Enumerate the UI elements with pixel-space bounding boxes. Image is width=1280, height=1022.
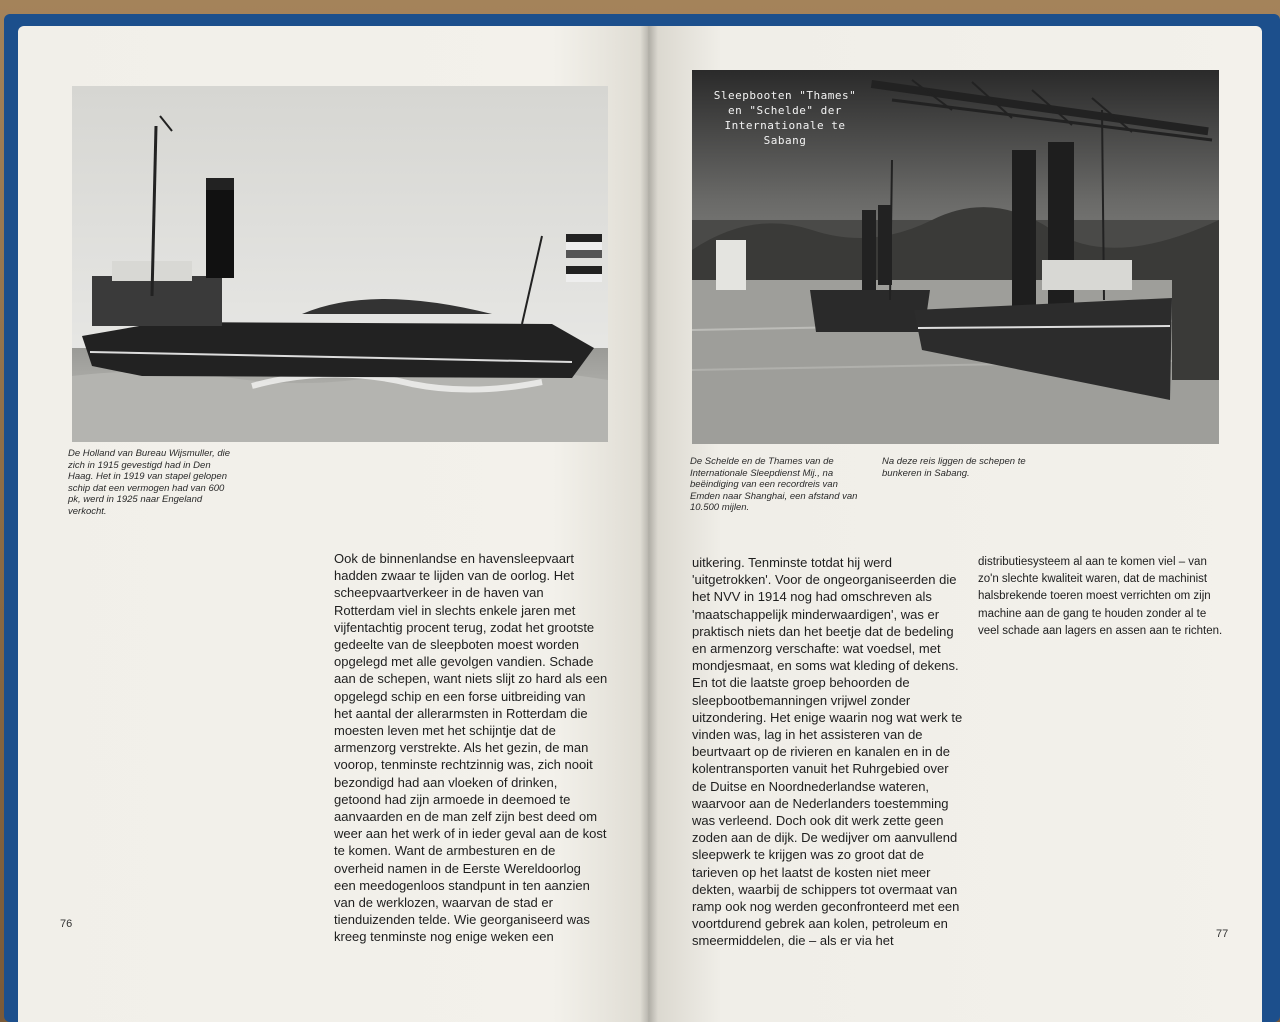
photo-caption-right: Na deze reis liggen de schepen te bunkeren in Sabang. [882, 456, 1026, 479]
photo-title-overlay: Sleepbooten "Thames" en "Schelde" der Internationale te Sabang [713, 89, 857, 147]
page-number: 77 [1216, 928, 1229, 940]
left-page [18, 26, 648, 1022]
photo-caption-left: De Schelde en de Thames van de Internationale Sleepdienst Mij., na beëindiging van een recordreis van Emden naar Shanghai, een afstand van 10.500 mijlen. [690, 456, 858, 513]
body-text-column-2: distributiesysteem al aan te komen viel – van zo'n slechte kwaliteit waren, dat de machinist halsbrekende toeren moest verrichten om zijn machine aan de gang te houden zonder al te veel schade aan lagers en assen aan te richten. [978, 556, 1223, 637]
body-text-column: Ook de binnenlandse en havensleepvaart hadden zwaar te lijden van de oorlog. Het scheepvaartverkeer in de haven van Rotterdam viel in slechts enkele jaren met vijfentachtig procent terug, zodat het grootste gedeelte van de sleepboten moest worden opgelegd met alle gevolgen vandien. Schade aan de schepen, want niets slijt zo hard als een opgelegd schip en een forse uitbreiding van het aantal der allerarmsten in Rotterdam die moesten leven met het schijntje dat de armenzorg verstrekte. Als het gezin, de man voorop, tenminste rechtzinnig was, zich nooit bezondigd had aan vloeken of drinken, getoond had zijn armoede in deemoed te aanvaarden en de man zelf zijn best deed om weer aan het werk of in ieder geval aan de kost te komen. Want de armbesturen en de overheid namen in de Eerste Wereldoorlog een meedogenloos standpunt in ten aanzien van de werklozen, waarvan de stad er tienduizenden telde. Wie georganiseerd was kreeg tenminste nog enige weken een [334, 551, 608, 945]
page-number: 76 [60, 918, 73, 930]
right-page [648, 26, 1262, 1022]
body-text-column-1: uitkering. Tenminste totdat hij werd 'uitgetrokken'. Voor de ongeorganiseerden die het NVV in 1914 nog had omschreven als 'maatschappelijk minderwaardigen', was er praktisch niets dan het beetje dat de bedeling en armenzorg verschafte: wat voedsel, met mondjesmaat, en soms wat kleding of dekens. En tot die laatste groep behoorden de sleepbootbemanningen vrijwel zonder uitzondering. Het enige waarin nog wat werk te vinden was, lag in het assisteren van de beurtvaart op de rivieren en kanalen en in de kolentransporten vanuit het Ruhrgebied over de Duitse en Noordnederlandse wateren, waarvoor aan de Nederlanders toestemming was verleend. Doch ook dit werk zette geen zoden aan de dijk. De wedijver om aanvullend sleepwerk te krijgen was zo groot dat de tarieven op het laatst de kosten niet meer dekten, waarbij de schippers tot overmaat van ramp ook nog werden geconfronteerd met een voortdurend gebrek aan kolen, petroleum en smeermiddelen, die – als er via het [692, 555, 963, 949]
book-gutter [640, 26, 658, 1022]
photo-caption: De Holland van Bureau Wijsmuller, die zich in 1915 gevestigd had in Den Haag. Het in 1919 van stapel gelopen schip dat een vermogen had van 600 pk, werd in 1925 naar Engeland verkocht. [68, 448, 231, 517]
tugboat-holland-photo [72, 86, 608, 442]
